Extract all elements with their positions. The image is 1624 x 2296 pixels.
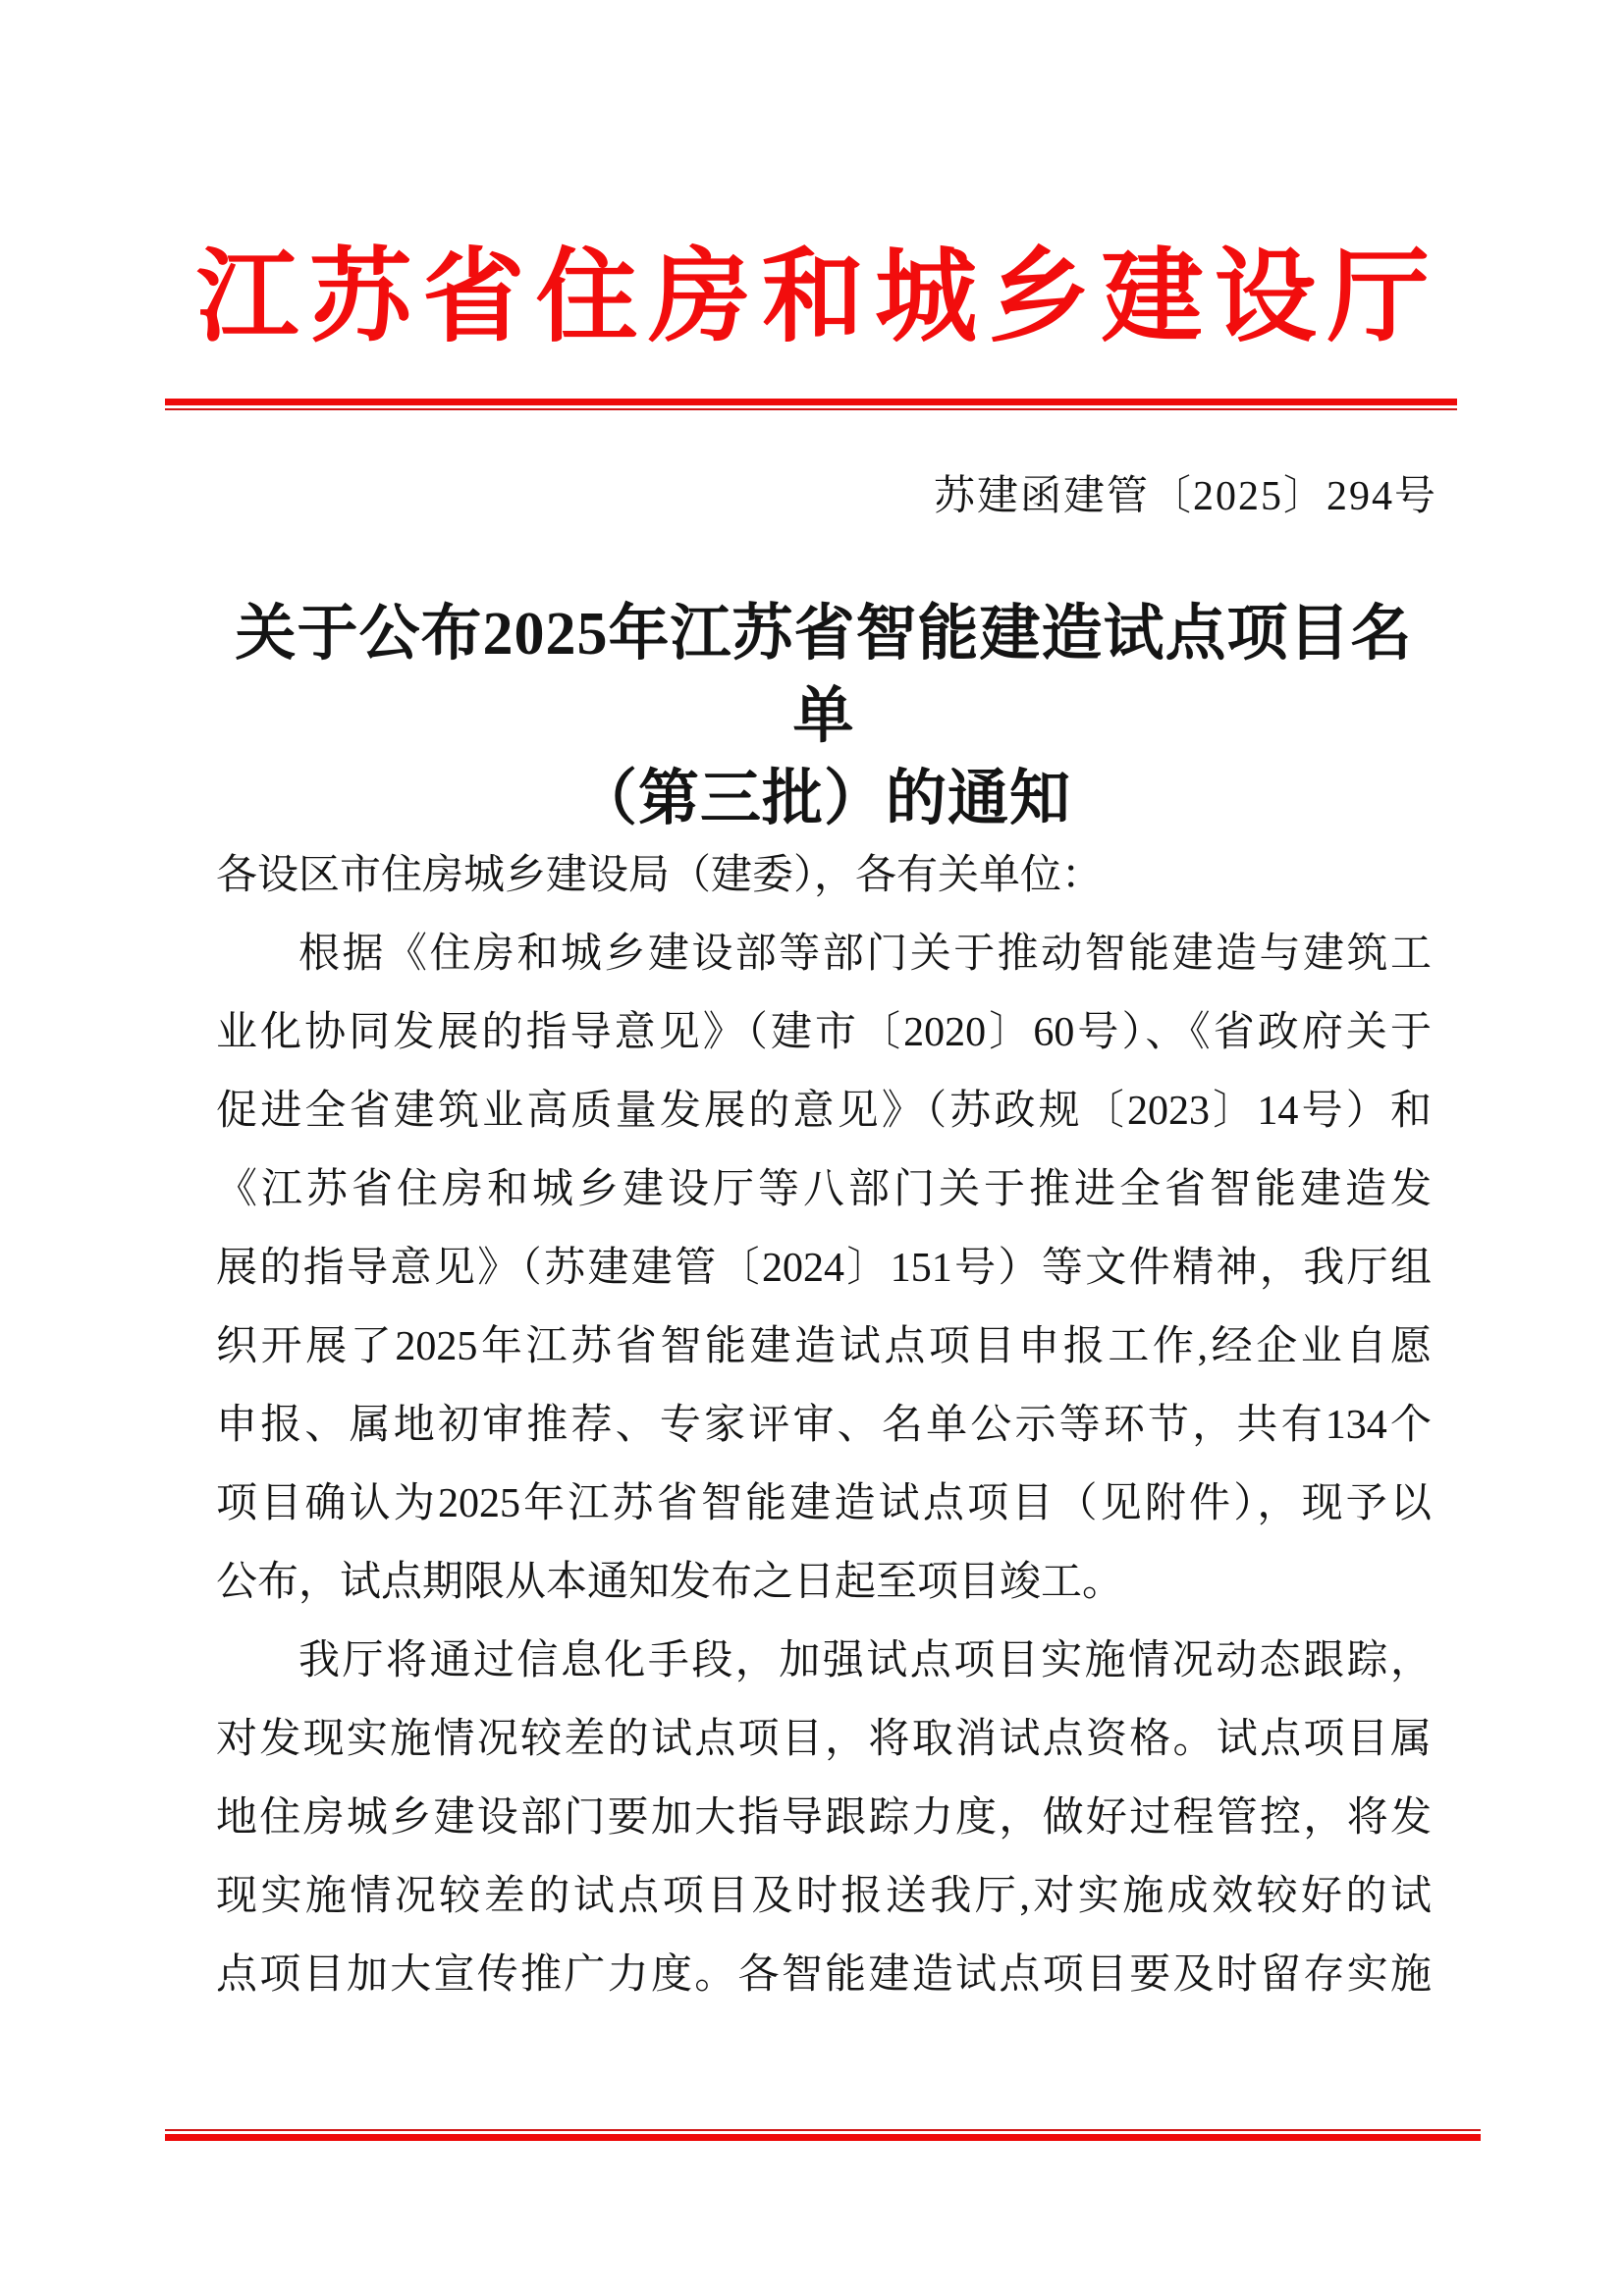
body-line: 对发现实施情况较差的试点项目，将取消试点资格。试点项目属	[216, 1717, 1432, 1762]
body-line: 促进全省建筑业高质量发展的意见》（苏政规〔2023〕14号）和	[216, 1089, 1432, 1134]
document-reference-number: 苏建函建管〔2025〕294号	[933, 474, 1437, 519]
body-line: 申报、属地初审推荐、专家评审、名单公示等环节，共有134个	[216, 1403, 1432, 1448]
thin-red-rule	[165, 2129, 1481, 2131]
body-line: 点项目加大宣传推广力度。各智能建造试点项目要及时留存实施	[216, 1952, 1432, 1998]
thick-red-rule	[165, 399, 1457, 405]
footer-separator-rule	[165, 2129, 1481, 2141]
body-line: 我厅将通过信息化手段，加强试点项目实施情况动态跟踪，	[298, 1638, 1432, 1683]
letterhead-org-name: 江 苏 省 住 房 和 城 乡 建 设 厅	[196, 241, 1430, 354]
thin-red-rule	[165, 408, 1457, 410]
body-line: 各设区市住房城乡建设局（建委），各有关单位：	[216, 853, 1104, 898]
body-line: 公布，试点期限从本通知发布之日起至项目竣工。	[216, 1560, 1124, 1605]
thick-red-rule	[165, 2134, 1481, 2141]
document-body	[216, 836, 1432, 2014]
document-title-line1: 关于公布2025年江苏省智能建造试点项目名单	[235, 601, 1413, 750]
body-line: 织开展了2025年江苏省智能建造试点项目申报工作,经企业自愿	[216, 1324, 1432, 1369]
letterhead-separator-rule	[165, 399, 1457, 410]
body-line: 地住房城乡建设部门要加大指导跟踪力度，做好过程管控，将发	[216, 1795, 1432, 1841]
document-title-line2: （第三批）的通知	[575, 766, 1071, 832]
body-line: 业化协同发展的指导意见》（建市〔2020〕60号）、《省政府关于	[216, 1010, 1432, 1055]
document-title	[216, 593, 1432, 840]
body-line: 项目确认为2025年江苏省智能建造试点项目（见附件），现予以	[216, 1481, 1432, 1526]
body-line: 现实施情况较差的试点项目及时报送我厅,对实施成效较好的试	[216, 1874, 1432, 1919]
body-line: 《江苏省住房和城乡建设厅等八部门关于推进全省智能建造发	[216, 1167, 1432, 1212]
body-line: 根据《住房和城乡建设部等部门关于推动智能建造与建筑工	[298, 932, 1432, 977]
body-line: 展的指导意见》（苏建建管〔2024〕151号）等文件精神，我厅组	[216, 1246, 1432, 1291]
